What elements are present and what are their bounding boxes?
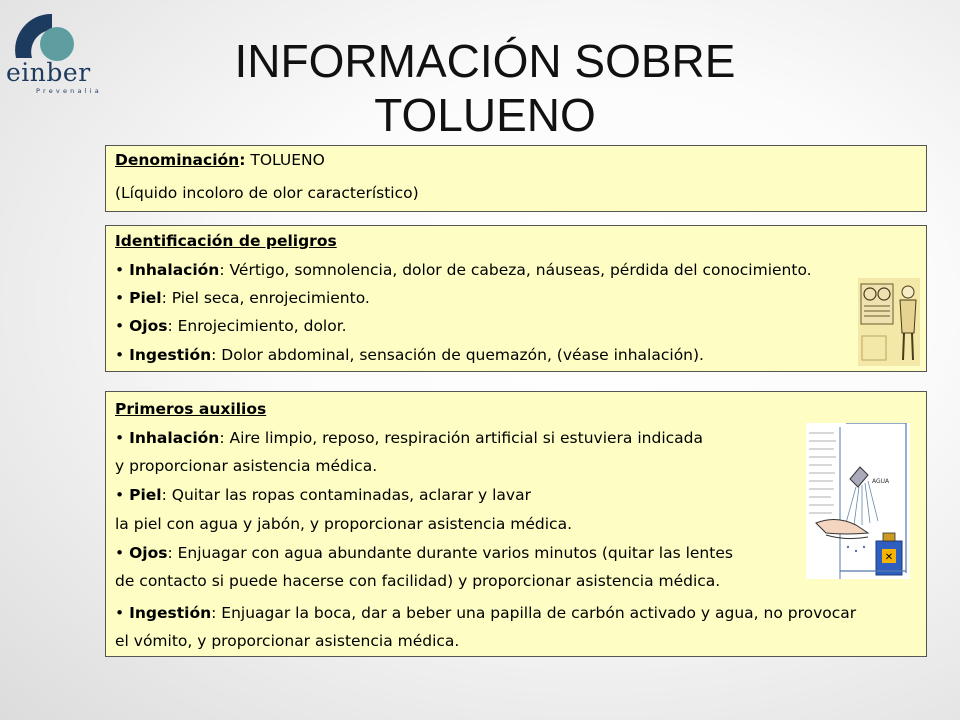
denominacion-box (105, 145, 927, 212)
page-title: INFORMACIÓN SOBRE TOLUENO (234, 35, 736, 141)
peligros-item (115, 261, 812, 279)
auxilios-item-cont: y proporcionar asistencia médica. (115, 457, 378, 475)
bullet: • (115, 486, 125, 504)
item-text: : Dolor abdominal, sensación de quemazón, (véase inhalación). (211, 346, 704, 364)
first-aid-illustration (806, 423, 910, 579)
hazard-symbol-icon: ✕ (884, 552, 894, 563)
auxilios-item-cont: el vómito, y proporcionar asistencia médica. (115, 632, 460, 650)
denominacion-description: (Líquido incoloro de olor característico) (115, 184, 419, 202)
item-text: : Vértigo, somnolencia, dolor de cabeza, náuseas, pérdida del conocimiento. (219, 261, 812, 279)
bullet: • (115, 317, 125, 335)
auxilios-item (115, 486, 531, 504)
denominacion-colon: : (239, 151, 246, 169)
denominacion-value: TOLUENO (245, 151, 325, 169)
bullet: • (115, 429, 125, 447)
denominacion-line (115, 151, 325, 169)
bullet: • (115, 261, 125, 279)
item-term: Piel (129, 289, 162, 307)
peligros-item (115, 289, 370, 307)
auxilios-heading: Primeros auxilios (115, 400, 267, 418)
item-term: Ojos (129, 317, 168, 335)
peligros-heading: Identificación de peligros (115, 232, 337, 250)
item-text: : Aire limpio, reposo, respiración artificial si estuviera indicada (219, 429, 703, 447)
item-term: Inhalación (129, 261, 220, 279)
item-term: Ingestión (129, 346, 212, 364)
item-text: : Enrojecimiento, dolor. (167, 317, 347, 335)
item-text: : Piel seca, enrojecimiento. (161, 289, 370, 307)
hazard-illustration (858, 278, 920, 366)
item-term: Ojos (129, 544, 168, 562)
auxilios-item (115, 604, 856, 622)
bullet: • (115, 289, 125, 307)
denominacion-label: Denominación (115, 151, 240, 169)
bullet: • (115, 604, 125, 622)
auxilios-item-cont: de contacto si puede hacerse con facilidad) y proporcionar asistencia médica. (115, 572, 721, 590)
item-term: Ingestión (129, 604, 212, 622)
logo-subtitle: Prevenalia (36, 87, 102, 95)
peligros-box (105, 225, 927, 372)
water-label: AGUA (872, 478, 890, 485)
item-text: : Enjuagar la boca, dar a beber una papilla de carbón activado y agua, no provocar (211, 604, 857, 622)
bullet: • (115, 346, 125, 364)
auxilios-item (115, 544, 733, 562)
item-term: Piel (129, 486, 162, 504)
auxilios-item (115, 429, 703, 447)
item-text: : Quitar las ropas contaminadas, aclarar y lavar (161, 486, 531, 504)
peligros-item (115, 346, 704, 364)
bullet: • (115, 544, 125, 562)
logo-name: einber (6, 58, 91, 87)
item-text: : Enjuagar con agua abundante durante varios minutos (quitar las lentes (167, 544, 733, 562)
peligros-item (115, 317, 347, 335)
item-term: Inhalación (129, 429, 220, 447)
auxilios-item-cont: la piel con agua y jabón, y proporcionar asistencia médica. (115, 515, 573, 533)
auxilios-box (105, 391, 927, 657)
